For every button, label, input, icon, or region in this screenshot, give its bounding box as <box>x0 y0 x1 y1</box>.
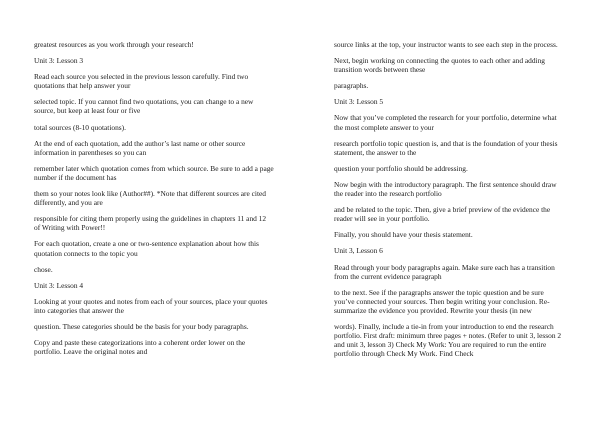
right-column-paragraph: research portfolio topic question is, and that is the foundation of your thesis statement, the answer to the <box>334 138 558 157</box>
left-column-paragraph: selected topic. If you cannot find two quotations, you can change to a new source, but keep at least four or five <box>34 97 254 116</box>
right-column-paragraph: Now that you’ve completed the research for your portfolio, determine what the most complete answer to your <box>334 113 557 132</box>
right-column-paragraph: question your portfolio should be addressing. <box>334 163 468 173</box>
left-column-paragraph: total sources (8-10 quotations). <box>34 122 126 132</box>
right-column-paragraph: Unit 3, Lesson 6 <box>334 246 383 256</box>
left-column-paragraph: Looking at your quotes and notes from each of your sources, place your quotes into categories that answer the <box>34 296 268 315</box>
right-column-paragraph: Finally, you should have your thesis statement. <box>334 230 473 240</box>
left-column-paragraph: them so your notes look like (Author##). *Note that different sources are cited differently, and you are <box>34 189 266 208</box>
left-page-column <box>34 40 274 363</box>
left-column-paragraph: Read each source you selected in the previous lesson carefully. Find two quotations that help answer your <box>34 72 249 91</box>
left-column-paragraph: responsible for citing them properly using the guidelines in chapters 11 and 12 of Writing with Power!! <box>34 214 267 233</box>
left-column-paragraph: remember later which quotation comes from which source. Be sure to add a page number if the document has <box>34 163 274 182</box>
left-column-paragraph: chose. <box>34 264 53 274</box>
right-column-paragraph: Unit 3: Lesson 5 <box>334 97 384 107</box>
right-column-paragraph: Next, begin working on connecting the quotes to each other and adding transition words between these <box>334 56 545 75</box>
left-column-paragraph: For each quotation, create a one or two-sentence explanation about how this quotation connects to the topic you <box>34 239 259 258</box>
right-column-paragraph: and be related to the topic. Then, give a brief preview of the evidence the reader will see in your portfolio. <box>334 205 551 224</box>
left-column-paragraph: Unit 3: Lesson 3 <box>34 56 84 66</box>
left-column-paragraph: greatest resources as you work through your research! <box>34 40 194 49</box>
left-column-paragraph: Copy and paste these categorizations into a coherent order lower on the portfolio. Leave the original notes and <box>34 338 246 357</box>
right-page-column <box>334 40 566 365</box>
right-column-paragraph: Now begin with the introductory paragraph. The first sentence should draw the reader into the research portfolio <box>334 179 557 199</box>
left-column-paragraph: question. These categories should be the basis for your body paragraphs. <box>34 321 249 331</box>
right-column-paragraph: source links at the top, your instructor wants to see each step in the process. <box>334 40 558 49</box>
right-column-paragraph: words). Finally, include a tie-in from your introduction to end the research portfolio. First draft: minimum three pages + notes. (Refer to unit 3, lesson 2 and unit 3, lesson 3) Check My Work: You are required to run the entire portfolio through Check My Work. Find Check <box>334 321 562 359</box>
right-column-paragraph: to the next. See if the paragraphs answer the topic question and be sure you’ve connected your sources. Then begin writing your conclusion. Re-summarize the evidence you provided. Rewrite your thesis (in new <box>334 287 550 315</box>
left-column-paragraph: Unit 3: Lesson 4 <box>34 280 84 290</box>
right-column-paragraph: Read through your body paragraphs again. Make sure each has a transition from the current evidence paragraph <box>334 262 555 281</box>
right-column-paragraph: paragraphs. <box>334 81 369 91</box>
left-column-paragraph: At the end of each quotation, add the author’s last name or other source information in parentheses so you can <box>34 138 246 157</box>
